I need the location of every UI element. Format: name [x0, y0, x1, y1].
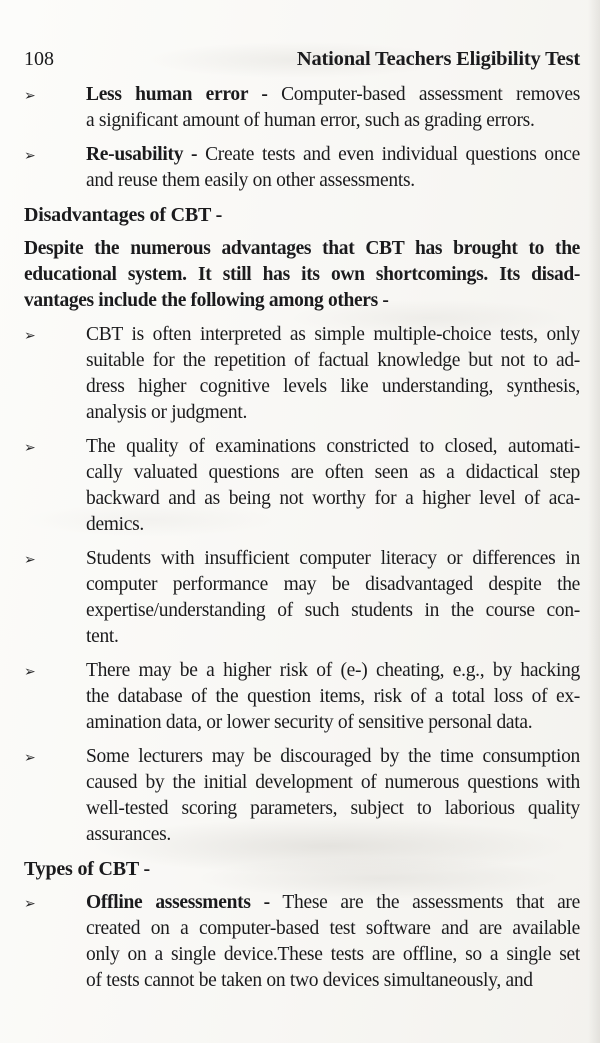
text-line: There may be a higher risk of (e-) cheating, e.g., by hacking [86, 660, 580, 681]
bullet-body [86, 744, 580, 848]
bullet-item [24, 322, 580, 426]
text-line: backward and as being not worthy for a higher level of aca- [86, 488, 580, 509]
text-line: created on a computer-based test software and are available [86, 918, 580, 939]
intro-paragraph [24, 236, 580, 314]
bullet-item [24, 142, 580, 194]
bullet-body [86, 890, 580, 994]
scan-edge-shadow [588, 0, 600, 1043]
text-line: well-tested scoring parameters, subject to laborious quality [86, 798, 580, 819]
bullet-body [86, 546, 580, 650]
bullet-body [86, 658, 580, 736]
text-line: tent. [86, 626, 119, 647]
text-line: caused by the initial development of numerous questions with [86, 772, 580, 793]
text-line: the database of the question items, risk of a total loss of ex- [86, 686, 580, 707]
bullet-item [24, 82, 580, 134]
text-line: of tests cannot be taken on two devices simultaneously, and [86, 970, 533, 991]
text-line: educational system. It still has its own shortcomings. Its disad- [24, 264, 580, 285]
text-line: demics. [86, 514, 145, 535]
bullet-arrow-icon: ➢ [24, 896, 36, 912]
page-title: National Teachers Eligibility Test [296, 48, 580, 70]
bullet-arrow-icon: ➢ [24, 440, 36, 456]
bullet-lead: Offline assessments - [86, 892, 270, 913]
text-line: cally valuated questions are often seen as a didactical step [86, 462, 580, 483]
bullet-item [24, 546, 580, 650]
bullet-arrow-icon: ➢ [24, 750, 36, 766]
text-line: expertise/understanding of such students in the course con- [86, 600, 580, 621]
text-line [86, 890, 580, 916]
text-line: analysis or judgment. [86, 402, 248, 423]
text-line: amination data, or lower security of sensitive personal data. [86, 712, 533, 733]
bullet-item [24, 658, 580, 736]
bullet-arrow-icon: ➢ [24, 148, 36, 164]
text-line [86, 82, 580, 108]
text-line: suitable for the repetition of factual knowledge but not to ad- [86, 350, 580, 371]
bullet-body [86, 82, 580, 134]
text-line: dress higher cognitive levels like understanding, synthesis, [86, 376, 580, 397]
bullet-body [86, 434, 580, 538]
text-line-rest: Computer-based assessment removes [281, 84, 580, 105]
text-line: Students with insufficient computer literacy or differences in [86, 548, 580, 569]
text-line: The quality of examinations constricted to closed, automati- [86, 436, 580, 457]
bullet-lead: Less human error - [86, 84, 268, 105]
text-line [86, 142, 580, 168]
bullet-arrow-icon: ➢ [24, 88, 36, 104]
bullet-arrow-icon: ➢ [24, 664, 36, 680]
bullet-item [24, 434, 580, 538]
text-line: and reuse them easily on other assessments. [86, 170, 415, 191]
text-line-rest: These are the assessments that are [282, 892, 580, 913]
text-line: Some lecturers may be discouraged by the time consumption [86, 746, 580, 767]
text-line: CBT is often interpreted as simple multiple-choice tests, only [86, 324, 580, 345]
text-line: computer performance may be disadvantaged despite the [86, 574, 580, 595]
bullet-body [86, 142, 580, 194]
text-line: a significant amount of human error, such as grading errors. [86, 110, 535, 131]
text-line-rest: Create tests and even individual questions once [205, 144, 580, 165]
bullet-item [24, 744, 580, 848]
text-line: assurances. [86, 824, 171, 845]
text-line: vantages include the following among others - [24, 290, 389, 311]
bullet-arrow-icon: ➢ [24, 328, 36, 344]
bullet-item [24, 890, 580, 994]
section-heading-disadvantages: Disadvantages of CBT - [24, 204, 223, 226]
page-number: 108 [24, 48, 54, 70]
page-header [24, 46, 580, 72]
section-heading-types: Types of CBT - [24, 858, 150, 880]
bullet-body [86, 322, 580, 426]
bullet-lead: Re-usability - [86, 144, 198, 165]
bullet-arrow-icon: ➢ [24, 552, 36, 568]
text-line: Despite the numerous advantages that CBT has brought to the [24, 238, 580, 259]
text-line: only on a single device.These tests are offline, so a single set [86, 944, 580, 965]
